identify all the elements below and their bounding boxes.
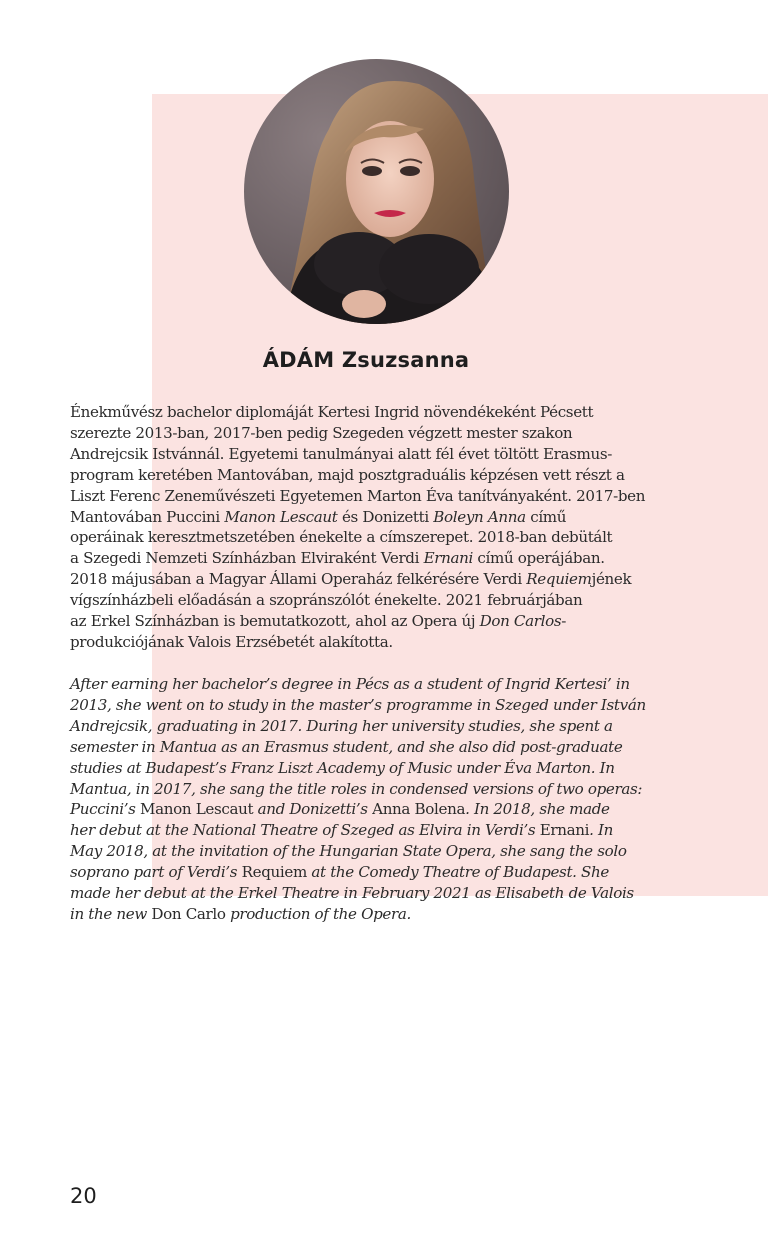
bio-line: [70, 465, 670, 486]
bio-text: produkciójának Valois Erzsébetét alakította.: [70, 632, 393, 651]
page-number: 20: [70, 1184, 97, 1208]
work-title: Boleyn Anna: [433, 507, 526, 526]
bio-text: operáinak keresztmetszetében énekelte a címszerepet. 2018-ban debütált: [70, 528, 613, 547]
bio-text: semester in Mantua as an Erasmus student, and she also did post-graduate: [70, 737, 623, 756]
bio-text: Liszt Ferenc Zeneművészeti Egyetemen Marton Éva tanítványaként. 2017-ben: [70, 486, 646, 505]
biography-english: [70, 674, 670, 925]
bio-line: [70, 820, 670, 841]
bio-text: at the Comedy Theatre of Budapest. She: [306, 863, 610, 882]
bio-line: [70, 674, 670, 695]
bio-text: című: [525, 507, 567, 526]
bio-line: [70, 402, 670, 423]
bio-text: . In 2018, she made: [465, 800, 610, 819]
bio-line: [70, 883, 670, 904]
bio-text: production of the Opera.: [225, 904, 411, 923]
bio-text: Andrejcsik, graduating in 2017. During her university studies, she spent a: [70, 716, 613, 735]
bio-text: . In: [589, 821, 614, 840]
bio-line: [70, 632, 670, 653]
bio-text: Mantua, in 2017, she sang the title roles in condensed versions of two operas:: [70, 779, 643, 798]
bio-line: [70, 527, 670, 548]
bio-text: in the new: [70, 904, 152, 923]
bio-line: [70, 799, 670, 820]
bio-text: Mantovában Puccini: [70, 507, 225, 526]
bio-text: 2013, she went on to study in the master’s programme in Szeged under István: [70, 695, 646, 714]
bio-text: made her debut at the Erkel Theatre in February 2021 as Elisabeth de Valois: [70, 884, 634, 903]
bio-line: [70, 444, 670, 465]
bio-text: 2018 májusában a Magyar Állami Operaház felkérésére Verdi: [70, 570, 527, 589]
bio-text: soprano part of Verdi’s: [70, 863, 242, 882]
work-title: Ernani: [539, 821, 590, 840]
work-title: Manon Lescaut: [224, 507, 338, 526]
bio-line: [70, 737, 670, 758]
artist-name: ÁDÁM Zsuzsanna: [262, 348, 470, 372]
bio-text: her debut at the National Theatre of Szeged as Elvira in Verdi’s: [70, 821, 540, 840]
bio-line: [70, 779, 670, 800]
bio-text: and Donizetti’s: [253, 800, 373, 819]
bio-line: [70, 758, 670, 779]
work-title: Don Carlo: [151, 904, 226, 923]
bio-line: [70, 569, 670, 590]
work-title: Requiem: [241, 863, 307, 882]
bio-line: [70, 423, 670, 444]
biography-hungarian: [70, 402, 670, 653]
bio-text: vígszínházbeli előadásán a szopránszólót énekelte. 2021 februárjában: [70, 591, 583, 610]
bio-text: Énekművész bachelor diplomáját Kertesi Ingrid növendékeként Pécsett: [70, 403, 594, 421]
bio-line: [70, 548, 670, 569]
bio-text: jének: [591, 570, 632, 589]
portrait-photo: [244, 59, 509, 324]
work-title: Manon Lescaut: [140, 800, 254, 819]
bio-text: Andrejcsik Istvánnál. Egyetemi tanulmányai alatt fél évet töltött Erasmus-: [70, 444, 613, 463]
work-title: Anna Bolena: [372, 800, 466, 819]
bio-line: [70, 862, 670, 883]
bio-text: After earning her bachelor’s degree in Pécs as a student of Ingrid Kertesi’ in: [70, 675, 630, 693]
bio-line: [70, 716, 670, 737]
bio-line: [70, 507, 670, 528]
bio-line: [70, 611, 670, 632]
bio-text: studies at Budapest’s Franz Liszt Academy of Music under Éva Marton. In: [70, 758, 615, 777]
work-title: Ernani: [423, 549, 473, 568]
bio-text: című operájában.: [472, 549, 605, 568]
bio-line: [70, 695, 670, 716]
bio-line: [70, 841, 670, 862]
bio-text: és Donizetti: [337, 507, 434, 526]
bio-text: az Erkel Színházban is bemutatkozott, ahol az Opera új: [70, 612, 480, 631]
bio-text: -: [561, 612, 567, 631]
work-title: Don Carlos: [479, 612, 562, 631]
bio-text: szerezte 2013-ban, 2017-ben pedig Szegeden végzett mester szakon: [70, 423, 573, 442]
bio-line: [70, 486, 670, 507]
bio-line: [70, 904, 670, 925]
bio-line: [70, 590, 670, 611]
bio-text: program keretében Mantovában, majd posztgraduális képzésen vett részt a: [70, 465, 625, 484]
bio-text: Puccini’s: [70, 800, 141, 819]
bio-text: a Szegedi Nemzeti Színházban Elviraként Verdi: [70, 549, 424, 568]
work-title: Requiem: [526, 570, 592, 589]
bio-text: May 2018, at the invitation of the Hungarian State Opera, she sang the solo: [70, 842, 627, 861]
